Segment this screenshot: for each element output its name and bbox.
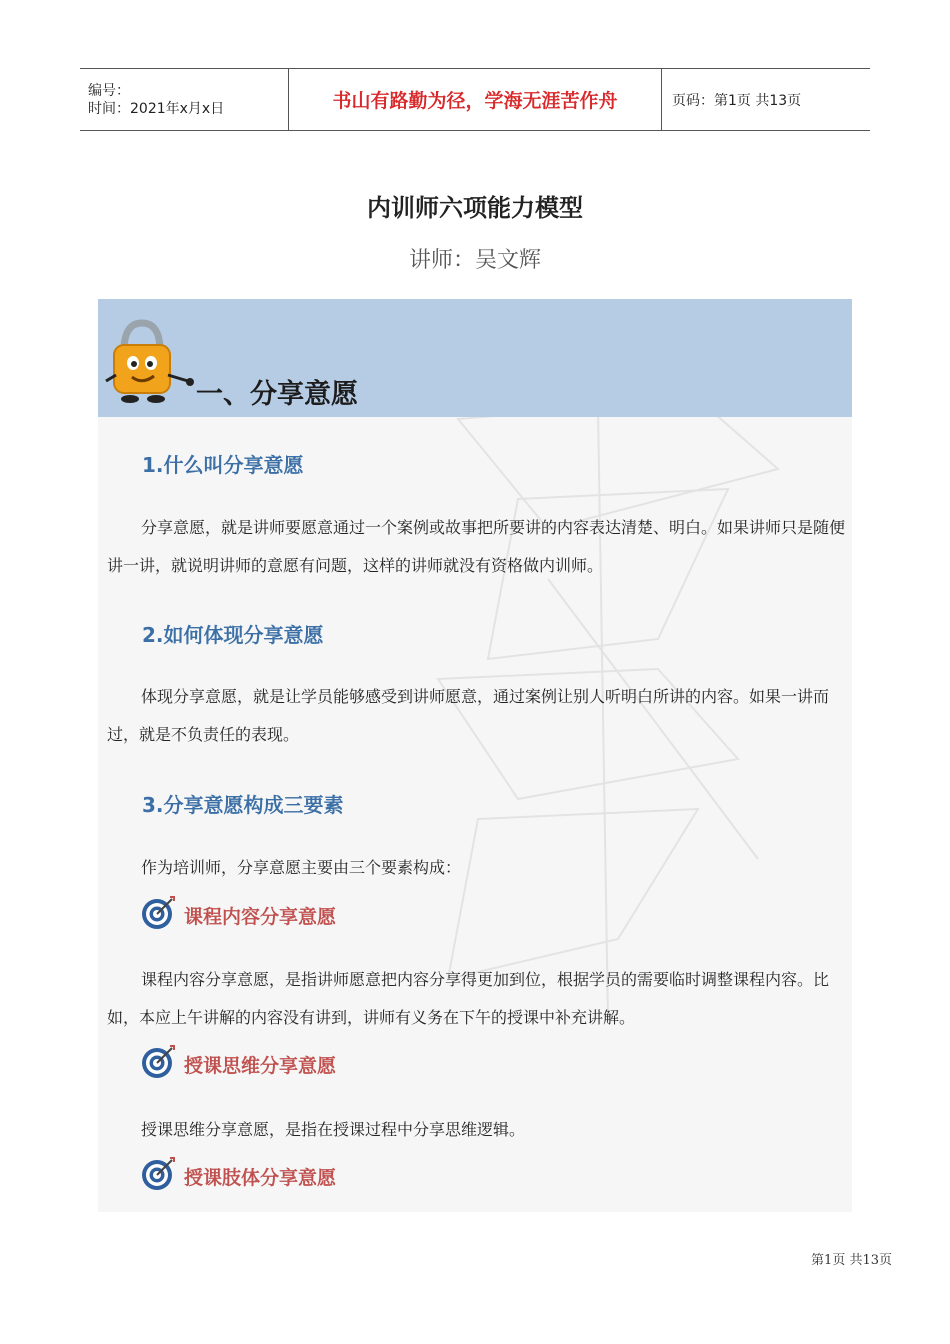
- number-label: 编号：: [88, 82, 130, 99]
- subsection-heading-1: 1.什么叫分享意愿: [142, 453, 304, 477]
- target-icon: [140, 1156, 176, 1192]
- document-subtitle: 讲师：吴文辉: [408, 248, 541, 273]
- element-heading-1: [140, 895, 336, 931]
- element-heading-2: [140, 1044, 336, 1080]
- element-label-3: 授课肢体分享意愿: [184, 1167, 337, 1189]
- lock-mascot-icon: [102, 315, 197, 405]
- section-heading: 一、分享意愿: [196, 379, 358, 410]
- content-area: [98, 299, 852, 1212]
- header-motto: 书山有路勤为径，学海无涯苦作舟: [288, 69, 662, 130]
- element-heading-3: [140, 1156, 336, 1192]
- page-header: [80, 68, 870, 131]
- target-icon: [140, 895, 176, 931]
- subsection-text-1: 分享意愿，就是讲师要愿意通过一个案例或故事把所要讲的内容表达清楚、明白。如果讲师只是随便讲一讲，就说明讲师的意愿有问题，这样的讲师就没有资格做内训师。: [107, 518, 846, 575]
- element-label-1: 课程内容分享意愿: [184, 906, 337, 928]
- subsection-text-2: 体现分享意愿，就是让学员能够感受到讲师愿意，通过案例让别人听明白所讲的内容。如果一讲而过，就是不负责任的表现。: [107, 687, 830, 744]
- subsection-heading-3: 3.分享意愿构成三要素: [142, 793, 344, 817]
- subsection-heading-2: 2.如何体现分享意愿: [142, 623, 324, 647]
- subsection-intro-3: 作为培训师，分享意愿主要由三个要素构成：: [141, 858, 462, 877]
- header-meta: [80, 69, 288, 130]
- document-title: 内训师六项能力模型: [367, 193, 583, 222]
- header-page-label: 页码：第1页 共13页: [672, 92, 802, 109]
- section-banner: [98, 299, 852, 417]
- page-footer: 第1页 共13页: [811, 1253, 892, 1268]
- element-text-2: 授课思维分享意愿，是指在授课过程中分享思维逻辑。: [141, 1120, 526, 1139]
- target-icon: [140, 1044, 176, 1080]
- element-text-1: 课程内容分享意愿，是指讲师愿意把内容分享得更加到位，根据学员的需要临时调整课程内容。比如，本应上午讲解的内容没有讲到，讲师有义务在下午的授课中补充讲解。: [107, 970, 830, 1027]
- element-label-2: 授课思维分享意愿: [184, 1055, 337, 1077]
- time-label: 时间：2021年x月x日: [88, 100, 225, 117]
